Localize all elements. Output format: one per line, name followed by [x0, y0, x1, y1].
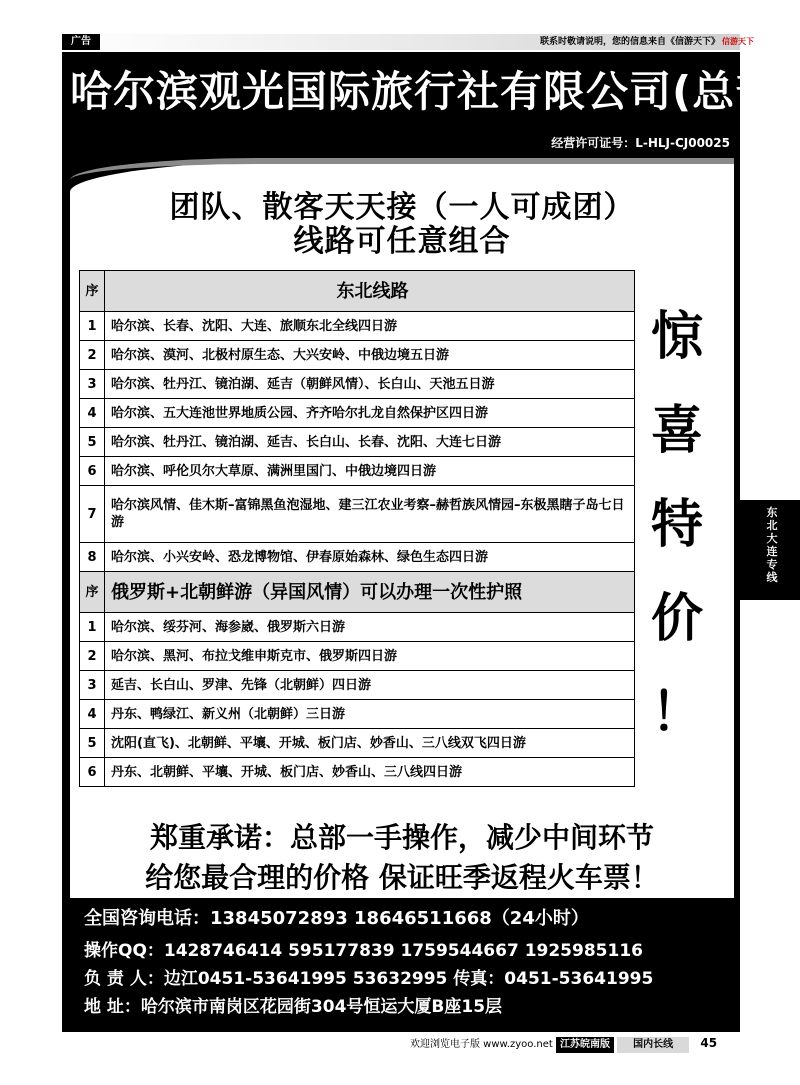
route-number: 3 — [80, 370, 105, 399]
route-number: 7 — [80, 486, 105, 543]
route-text: 哈尔滨、漠河、北极村原生态、大兴安岭、中俄边境五日游 — [105, 341, 635, 370]
route-text: 丹东、鸭绿江、新义州（北朝鲜）三日游 — [105, 700, 635, 729]
route-number: 3 — [80, 671, 105, 700]
route-text: 哈尔滨、小兴安岭、恐龙博物馆、伊春原始森林、绿色生态四日游 — [105, 543, 635, 572]
route-text: 哈尔滨、五大连池世界地质公园、齐齐哈尔扎龙自然保护区四日游 — [105, 399, 635, 428]
route-row — [80, 543, 635, 572]
route-number: 6 — [80, 758, 105, 787]
route-row — [80, 642, 635, 671]
side-tab-label: 东北大连专线 — [766, 506, 778, 584]
route-text: 哈尔滨、绥芬河、海参崴、俄罗斯六日游 — [105, 613, 635, 642]
route-text: 沈阳(直飞)、北朝鲜、平壤、开城、板门店、妙香山、三八线双飞四日游 — [105, 729, 635, 758]
route-row — [80, 613, 635, 642]
route-row — [80, 671, 635, 700]
section-title: 东北线路 — [105, 271, 635, 312]
qq-numbers: 操作QQ：1428746414 595177839 1759544667 1925985116 — [84, 941, 643, 961]
promo-char: 喜 — [650, 401, 703, 461]
route-number: 2 — [80, 642, 105, 671]
ad-tag: 广告 — [62, 34, 100, 50]
route-text: 哈尔滨、黑河、布拉戈维申斯克市、俄罗斯四日游 — [105, 642, 635, 671]
route-number: 5 — [80, 729, 105, 758]
hotline: 全国咨询电话：13845072893 18646511668（24小时） — [84, 908, 589, 929]
route-number: 4 — [80, 700, 105, 729]
route-text: 哈尔滨、呼伦贝尔大草原、满洲里国门、中俄边境四日游 — [105, 457, 635, 486]
route-row — [80, 312, 635, 341]
route-row — [80, 341, 635, 370]
route-row — [80, 700, 635, 729]
route-text: 丹东、北朝鲜、平壤、开城、板门店、妙香山、三八线四日游 — [105, 758, 635, 787]
manager-contact: 负 责 人：边江0451-53641995 53632995 传真：0451-53641995 — [84, 969, 654, 989]
section-title: 俄罗斯+北朝鲜游（异国风情）可以办理一次性护照 — [105, 572, 635, 613]
route-text: 哈尔滨、牡丹江、镜泊湖、延吉（朝鲜风情）、长白山、天池五日游 — [105, 370, 635, 399]
route-row — [80, 428, 635, 457]
address: 地 址：哈尔滨市南岗区花园街304号恒运大厦B座15层 — [84, 997, 503, 1017]
route-row — [80, 399, 635, 428]
page-number: 45 — [700, 1036, 718, 1050]
promo-char: ！ — [650, 683, 703, 743]
route-number: 4 — [80, 399, 105, 428]
section-header — [80, 271, 635, 312]
page-footer — [410, 1035, 717, 1051]
route-text: 哈尔滨风情、佳木斯–富锦黑鱼泡湿地、建三江农业考察–赫哲族风情园–东极黑瞎子岛七日游 — [105, 486, 635, 543]
magazine-logo: 信游天下 — [722, 37, 754, 46]
section-header — [80, 572, 635, 613]
route-number: 2 — [80, 341, 105, 370]
headline-line-1: 团队、散客天天接（一人可成团） — [169, 190, 635, 225]
route-row — [80, 758, 635, 787]
promo-char: 价 — [650, 589, 703, 649]
company-title: 哈尔滨观光国际旅行社有限公司(总部) — [70, 67, 799, 116]
license-number: 经营许可证号：L-HLJ-CJ00025 — [551, 136, 730, 150]
route-text: 哈尔滨、长春、沈阳、大连、旅顺东北全线四日游 — [105, 312, 635, 341]
promo-char: 特 — [650, 495, 703, 555]
seq-header: 序 — [80, 572, 105, 613]
route-number: 1 — [80, 613, 105, 642]
pledge-line-2: 给您最合理的价格 保证旺季返程火车票！ — [145, 861, 659, 894]
promo-column — [642, 290, 712, 760]
headline-line-2: 线路可任意组合 — [293, 224, 511, 259]
route-number: 8 — [80, 543, 105, 572]
pledge-line-1: 郑重承诺：总部一手操作，减少中间环节 — [149, 821, 654, 854]
route-row — [80, 370, 635, 399]
route-number: 5 — [80, 428, 105, 457]
seq-header: 序 — [80, 271, 105, 312]
route-text: 延吉、长白山、罗津、先锋（北朝鲜）四日游 — [105, 671, 635, 700]
footer-edition: 江苏皖南版 — [556, 1037, 614, 1053]
contact-note: 联系时敬请说明，您的信息来自《信游天下》 — [539, 37, 720, 47]
footer-section: 国内长线 — [617, 1037, 689, 1053]
route-number: 6 — [80, 457, 105, 486]
routes-table — [79, 270, 635, 787]
route-text: 哈尔滨、牡丹江、镜泊湖、延吉、长白山、长春、沈阳、大连七日游 — [105, 428, 635, 457]
footer-browse: 欢迎浏览电子版 www.zyoo.net — [410, 1039, 553, 1050]
route-row — [80, 457, 635, 486]
promo-char: 惊 — [650, 307, 703, 367]
route-number: 1 — [80, 312, 105, 341]
route-row — [80, 729, 635, 758]
route-row — [80, 486, 635, 543]
